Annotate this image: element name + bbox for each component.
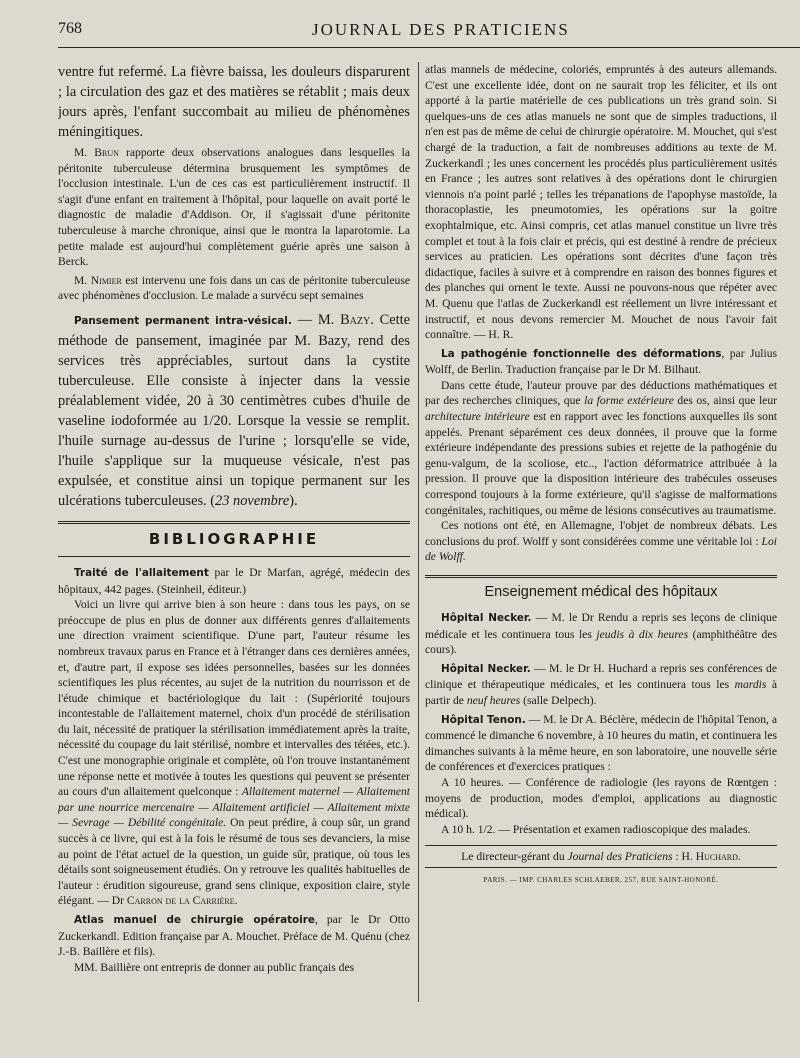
footer-director: : H. Huchard. <box>672 850 741 864</box>
section-rule <box>425 575 777 578</box>
pathogenie-header <box>425 346 777 378</box>
necker-huchard-notice <box>425 661 777 709</box>
journal-title: JOURNAL DES PRATICIENS <box>312 20 570 39</box>
book-title: Atlas manuel de chirurgie opératoire <box>74 914 315 926</box>
section-rule <box>58 521 410 524</box>
atlas-review-start: MM. Baillière ont entrepris de donner au public français des <box>74 960 355 974</box>
bibliographie-title: BIBLIOGRAPHIE <box>148 529 320 548</box>
footer-text: Le directeur-gérant du <box>461 850 568 864</box>
lead-dash: — M. <box>291 311 341 328</box>
section-rule-thin <box>58 556 410 557</box>
notice-text: — M. le Dr Rendu a repris ses leçons de clinique médicale et les continuera tous les <box>425 611 777 641</box>
paragraph-text: est intervenu une fois dans un cas de péritonite tuberculeuse avec phénomènes d'occlusion. Le malade a survécu sept semaines <box>58 273 410 303</box>
column-divider <box>418 62 419 1002</box>
publisher-footer <box>425 845 777 868</box>
left-column <box>58 62 410 975</box>
date-italic: 23 novembre <box>215 492 290 509</box>
brun-paragraph <box>58 145 410 270</box>
book-meta: par le Dr Marfan, agrégé, médecin des hôpitaux, 442 pages. (Steinheil, éditeur.) <box>58 565 410 596</box>
review-text: Ces notions ont été, en Allemagne, l'objet de nombreux débats. Les conclusions du prof. Wolff y sont considérées comme une véritable loi : <box>425 519 777 548</box>
nimier-paragraph <box>58 273 410 304</box>
atlas-review-continued: atlas mannels de médecine, coloriés, empruntés à des auteurs allemands. C'est une excellente idée, dont on ne saurait trop les féliciter, et ils ont apporté à la partie matérielle de ces publications un très grand soin. Si quelques-uns de ces atlas manuels ne sont que de simples traductions, il n'en est pas de même de celui de chirurgie opératoire. M. Mouchet, qui s'est chargé de la traduction, a fait de nombreuses additions au texte de M. Zuckerkandl ; les unes concernent les procédés plus particulièrement usités en France ; les autres sont relatives à des opérations dont le chirurgien viennois n'a point parlé ; telles les trépanations de l'apophyse mastoïde, la thoracoplastie, les pneumotomies, les opérations sur la goitre exophtalmique, etc. Ainsi compris, cet atlas manuel constitue un livre très complet et tout à la fois clair et précis, qui est destiné à rendre de précieux services au praticien. Les opérations sont décrites d'une façon très didactique, faciles à suivre et à comprendre en raison des bonnes figures et des planches qui ornent le texte. Aussi ne pouvons-nous que répéter avec M. Quenu que l'atlas de Zuckerkandl est réellement un livre intéressant et instructif, et nous devons remercier M. Mouchet de nous l'avoir fait connaître. — H. R. <box>425 63 777 342</box>
necker-rendu-notice <box>425 610 777 658</box>
review-text: est en rapport avec les fonctions auxquelles ils sont appelés. Prenant séparément ces deux données, il prouve que la forme extérieure indépendante des pressions subies et rejette de la pathogénie du genu-valgum, de la scoliose, etc.., l'action déformatrice attribuée à la pression. Il prouve que la disposition intérieure des trabécules osseuses correspond toujours à la forme extérieure, qu'il s'agisse de malformations congénitales, rachitiques, ou même de lésions consécutives au traumatisme. <box>425 410 777 517</box>
author-name: M. Nimier <box>74 273 122 287</box>
pansement-paragraph <box>58 310 410 511</box>
page-header <box>58 18 800 42</box>
pathogenie-review <box>425 378 777 518</box>
hospital-name: Hôpital Necker. <box>441 662 531 675</box>
tenon-notice <box>425 712 777 775</box>
book-title: La pathogénie fonctionnelle des déformations <box>441 347 722 360</box>
page-number: 768 <box>58 20 82 37</box>
tenon-schedule-item: A 10 heures. — Conférence de radiologie (les rayons de Rœntgen : moyens de production, modes d'emploi, applications au diagnostic médical). <box>425 775 777 821</box>
paragraph-end: ). <box>289 492 298 509</box>
intro-paragraph: ventre fut refermé. La fièvre baissa, les douleurs disparurent ; la circulation des gaz et des matières se rétablit ; mais deux jours après, l'enfant succombait au milieu de phénomènes méningitiques. <box>58 64 410 140</box>
enseignement-title: Enseignement médical des hôpitaux <box>484 584 718 600</box>
footer-journal: Journal des Praticiens <box>567 850 673 864</box>
traite-review <box>58 597 410 909</box>
book-meta: , par Julius Wolff, de Berlin. Traduction française par le Dr M. Bilhaut. <box>425 346 777 377</box>
review-italic: la forme extérieure <box>584 394 674 408</box>
tenon-schedule-item: A 10 h. 1/2. — Présentation et examen radioscopique des malades. <box>441 822 751 836</box>
paragraph-text: rapporte deux observations analogues dans lesquelles la péritonite tuberculeuse détermina brusquement les symptômes de l'occlusion intestinale. L'un de ces cas est particulièrement instructif. Il s'agit d'une enfant en traitement à l'hôpital, pour laquelle on avait porté le diagnostic de maladie d'Addison. Or, il s'agissait d'une péritonite tuberculeuse à marche chronique, ainsi que le montra la laparotomie. La petite malade est aujourd'hui complètement guérie après une saison à Berck. <box>58 146 410 269</box>
notice-text: (salle Delpech). <box>520 693 597 707</box>
hospital-name: Hôpital Tenon. <box>441 713 526 726</box>
traite-header <box>58 565 410 597</box>
book-meta: , par le Dr Otto Zuckerkandl. Edition française par A. Mouchet. Préface de M. Quénu (chez J.-B. Baillère et fils). <box>58 913 410 959</box>
pathogenie-conclusion <box>425 518 777 565</box>
author-name: Bazy. <box>340 311 374 328</box>
printer-imprint: PARIS. — IMP. CHARLES SCHLAEBER, 257, RUE SAINT-HONORÉ. <box>483 876 719 885</box>
notice-text: — M. le Dr H. Huchard a repris ses conférences de clinique et thérapeutique médicales, et les continuera tous les <box>425 661 777 692</box>
review-italic: Allaitement maternel — Allaitement par une nourrice mercenaire — Allaitement artificiel — Allaitement mixte — Sevrage — Débilité congénitale. <box>58 785 410 830</box>
review-text: Dans cette étude, l'auteur prouve par des déductions mathématiques et par des recherches cliniques, que <box>425 378 777 408</box>
review-text: des os, ainsi que leur <box>673 394 777 408</box>
notice-text: à partir de <box>425 678 777 707</box>
review-text: On peut prédire, à coup sûr, un grand succès à ce livre, qui est à la fois le résumé de tous ses devanciers, la mise au point de l'état actuel de la question, un guide sûr, pratique, où tous les détails sont soigneusement étudiés. On y retrouve les qualités habituelles de l'auteur : érudition sigoureuse, grand sens clinique, exposition claire, style élégant. — Dr <box>58 816 410 908</box>
notice-italic: jeudis à dix heures <box>596 627 689 641</box>
paragraph-text: Cette méthode de pansement, imaginée par M. Bazy, rend des services très appréciables, surtout dans la cystite tuberculeuse. Elle consiste à injecter dans la vessie préalablement vidée, 20 à 30 centimètres cubes d'huile de vaseline iodoformée au 1/20. Lorsque la vessie se remplit. l'huile surnage au-dessus de l'urine ; lorsqu'elle se vide, l'huile s'applique sur la muqueuse vésicale, n'est pas expulsée, et constitue ainsi un topique permanent sur les ulcérations tuberculeuses. ( <box>58 311 410 509</box>
reviewer-signature: Carron de la Carrière. <box>126 894 238 908</box>
header-rule <box>58 47 800 48</box>
review-italic: architecture intérieure <box>425 410 530 424</box>
notice-italic: mardis <box>734 678 767 692</box>
right-column <box>425 62 777 884</box>
notice-italic: neuf heures <box>466 693 521 707</box>
article-lead: Pansement permanent intra-vésical. <box>74 314 292 327</box>
notice-text: — M. le Dr A. Béclère, médecin de l'hôpital Tenon, a commencé le dimanche 6 novembre, à 10 heures du matin, et continuera les dimanches suivants à la même heure, en son laboratoire, une nouvelle série de conférences et d'exercices pratiques : <box>425 712 777 774</box>
atlas-header <box>58 912 410 960</box>
notice-text: (amphithéâtre des cours). <box>425 627 777 657</box>
book-title: Traité de l'allaitement <box>74 566 209 579</box>
author-name: M. Brun <box>74 146 119 159</box>
hospital-name: Hôpital Necker. <box>441 612 532 624</box>
review-text: Voici un livre qui arrive bien à son heure : dans tous les pays, on se préoccupe de plus en plus de donner aux différents genres d'allaitements une direction vraiment scientifique. D'une part, l'auteur résume les nombreux travaux parus en France et à l'étranger dans ces dernières années, et, d'autre part, il expose ses idées personnelles, basées sur les données scientifiques les plus récentes, au sujet de la nutrition du nourrisson et de l'étude chimique et bactériologique du lait : (Supériorité toujours incontestable de l'allaitement maternel, choix d'un procédé de stérilisation du lait, nécessité de pratiquer la stérilisation immédiatement après la traite, nécessité du coupage du lait stérilisé, nombre et intervalles des tétées, etc.). C'est une monographie originale et complète, où l'on trouve instantanément une réponse nette et motivée à toutes les questions qui peuvent se présenter au cours d'un allaitement quelconque : <box>58 598 410 799</box>
review-italic: Loi de Wolff. <box>425 534 777 564</box>
